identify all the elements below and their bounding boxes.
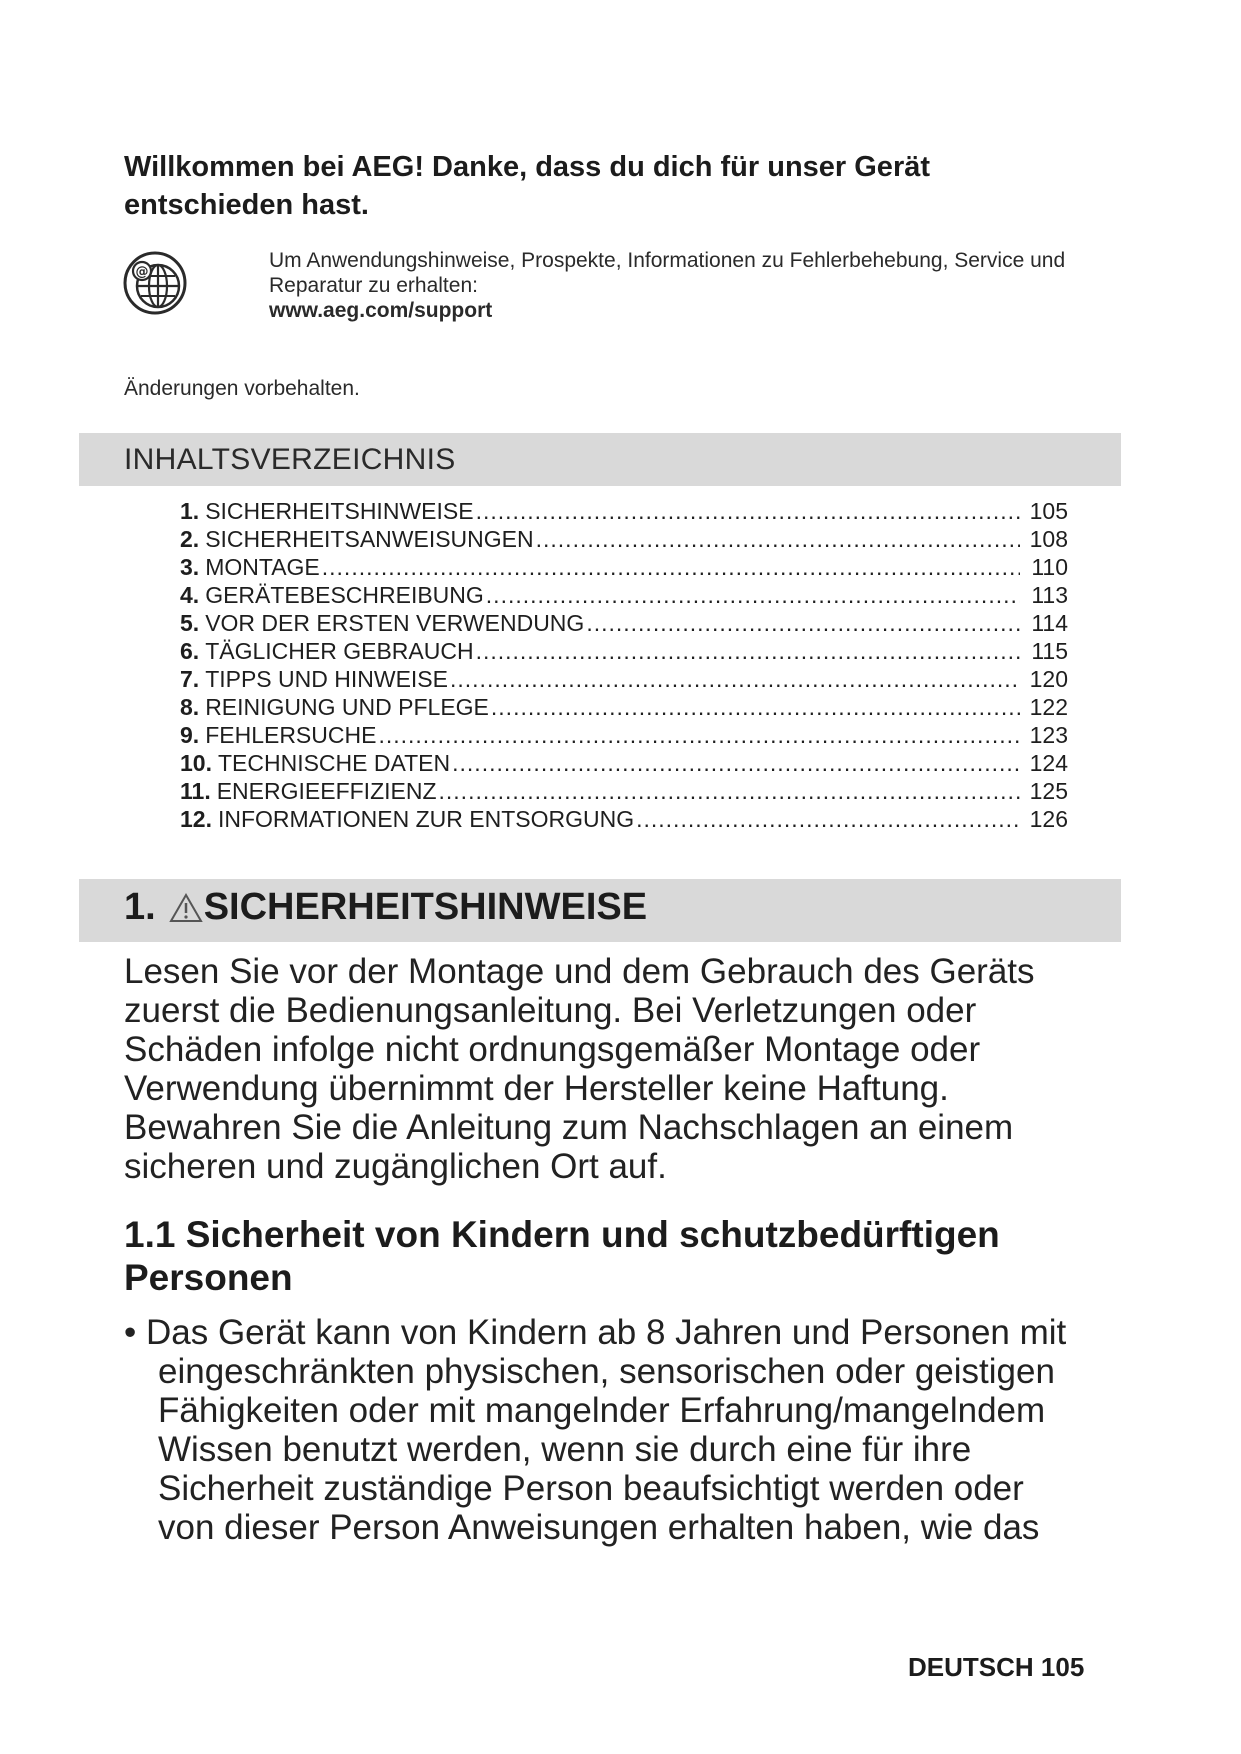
toc-entry-page: 125 xyxy=(1029,778,1068,804)
section-title-text: SICHERHEITSHINWEISE xyxy=(203,886,648,928)
toc-entry-label: TÄGLICHER GEBRAUCH xyxy=(205,638,474,664)
toc-entry-page: 114 xyxy=(1031,610,1068,636)
toc-entry[interactable] xyxy=(180,749,1068,777)
bullet-line: Wissen benutzt werden, wenn sie durch eine für ihre xyxy=(158,1430,972,1469)
toc-entry-number: 7. xyxy=(180,666,200,692)
toc-entry[interactable] xyxy=(180,721,1068,749)
support-link[interactable]: www.aeg.com/support xyxy=(269,299,493,322)
changes-notice: Änderungen vorbehalten. xyxy=(124,377,360,400)
toc-entry-label: SICHERHEITSANWEISUNGEN xyxy=(205,526,534,552)
toc-entry[interactable] xyxy=(180,777,1068,805)
welcome-line-2: entschieden hast. xyxy=(124,189,369,221)
toc-entry-page: 115 xyxy=(1031,638,1068,664)
toc-entry-page: 124 xyxy=(1029,750,1068,776)
globe-at-icon xyxy=(122,250,188,316)
toc-leader-dots xyxy=(439,777,1020,805)
toc-leader-dots xyxy=(322,553,1020,581)
support-text-line-2: Reparatur zu erhalten: xyxy=(269,274,478,297)
toc-entry[interactable] xyxy=(180,553,1068,581)
toc-entry-number: 6. xyxy=(180,638,200,664)
toc-entry[interactable] xyxy=(180,525,1068,553)
toc-entry-number: 5. xyxy=(180,610,200,636)
toc-entry-page: 105 xyxy=(1029,498,1068,524)
toc-entry-page: 113 xyxy=(1031,582,1068,608)
toc-entry[interactable] xyxy=(180,665,1068,693)
bullet-line: Fähigkeiten oder mit mangelnder Erfahrung/mangelndem xyxy=(158,1391,1046,1430)
svg-text:@: @ xyxy=(135,264,149,280)
bullet-line: • Das Gerät kann von Kindern ab 8 Jahren und Personen mit xyxy=(124,1313,1067,1352)
table-of-contents xyxy=(180,497,1068,833)
intro-line: Verwendung übernimmt der Hersteller keine Haftung. xyxy=(124,1069,949,1108)
toc-entry-page: 122 xyxy=(1029,694,1068,720)
section-title xyxy=(124,886,647,929)
toc-entry[interactable] xyxy=(180,693,1068,721)
support-info xyxy=(269,248,1129,323)
toc-entry-number: 4. xyxy=(180,582,200,608)
toc-entry[interactable] xyxy=(180,497,1068,525)
toc-leader-dots xyxy=(450,665,1020,693)
toc-entry-page: 120 xyxy=(1029,666,1068,692)
bullet-paragraph xyxy=(124,1313,1124,1547)
toc-leader-dots xyxy=(476,637,1020,665)
toc-leader-dots xyxy=(378,721,1020,749)
toc-entry-page: 123 xyxy=(1029,722,1068,748)
toc-title: INHALTSVERZEICHNIS xyxy=(124,443,456,476)
welcome-line-1: Willkommen bei AEG! Danke, dass du dich für unser Gerät xyxy=(124,151,931,183)
bullet-line: von dieser Person Anweisungen erhalten haben, wie das xyxy=(158,1508,1040,1547)
toc-entry[interactable] xyxy=(180,581,1068,609)
toc-entry-number: 3. xyxy=(180,554,200,580)
toc-leader-dots xyxy=(586,609,1020,637)
toc-entry-label: INFORMATIONEN ZUR ENTSORGUNG xyxy=(217,806,635,832)
support-text-line-1: Um Anwendungshinweise, Prospekte, Informationen zu Fehlerbehebung, Service und xyxy=(269,249,1066,272)
toc-entry-number: 12. xyxy=(180,806,212,832)
intro-line: sicheren und zugänglichen Ort auf. xyxy=(124,1147,667,1186)
toc-entry-label: SICHERHEITSHINWEISE xyxy=(205,498,474,524)
intro-line: Bewahren Sie die Anleitung zum Nachschlagen an einem xyxy=(124,1108,1014,1147)
warning-triangle-icon xyxy=(168,891,204,925)
intro-line: Schäden infolge nicht ordnungsgemäßer Montage oder xyxy=(124,1030,981,1069)
toc-leader-dots xyxy=(476,497,1020,525)
toc-leader-dots xyxy=(491,693,1020,721)
toc-entry[interactable] xyxy=(180,637,1068,665)
toc-entry-page: 126 xyxy=(1029,806,1068,832)
toc-leader-dots xyxy=(486,581,1020,609)
toc-entry-page: 110 xyxy=(1031,554,1068,580)
safety-intro-paragraph xyxy=(124,952,1124,1186)
toc-entry-number: 11. xyxy=(180,778,211,804)
bullet-line: eingeschränkten physischen, sensorischen oder geistigen xyxy=(158,1352,1055,1391)
toc-entry[interactable] xyxy=(180,805,1068,833)
toc-leader-dots xyxy=(636,805,1020,833)
toc-entry-label: TIPPS UND HINWEISE xyxy=(205,666,448,692)
subsection-title xyxy=(124,1213,1124,1299)
toc-entry-number: 9. xyxy=(180,722,200,748)
intro-line: Lesen Sie vor der Montage und dem Gebrauch des Geräts xyxy=(124,952,1035,991)
toc-leader-dots xyxy=(452,749,1020,777)
toc-entry-page: 108 xyxy=(1029,526,1068,552)
welcome-heading xyxy=(124,148,1024,224)
toc-entry-number: 1. xyxy=(180,498,200,524)
subsection-title-line-1: 1.1 Sicherheit von Kindern und schutzbedürftigen xyxy=(124,1214,1000,1255)
page-footer: DEUTSCH 105 xyxy=(908,1652,1085,1682)
bullet-line: Sicherheit zuständige Person beaufsichtigt werden oder xyxy=(158,1469,1024,1508)
section-number: 1. xyxy=(124,886,156,928)
toc-entry-label: GERÄTEBESCHREIBUNG xyxy=(205,582,484,608)
toc-leader-dots xyxy=(536,525,1020,553)
intro-line: zuerst die Bedienungsanleitung. Bei Verletzungen oder xyxy=(124,991,977,1030)
toc-entry-label: TECHNISCHE DATEN xyxy=(217,750,451,776)
toc-entry-label: VOR DER ERSTEN VERWENDUNG xyxy=(205,610,585,636)
toc-entry-number: 2. xyxy=(180,526,200,552)
toc-entry-label: MONTAGE xyxy=(205,554,320,580)
toc-entry-number: 10. xyxy=(180,750,212,776)
toc-entry[interactable] xyxy=(180,609,1068,637)
toc-entry-label: ENERGIEEFFIZIENZ xyxy=(216,778,437,804)
toc-entry-label: FEHLERSUCHE xyxy=(205,722,377,748)
toc-entry-label: REINIGUNG UND PFLEGE xyxy=(205,694,489,720)
subsection-title-line-2: Personen xyxy=(124,1257,293,1298)
toc-entry-number: 8. xyxy=(180,694,200,720)
